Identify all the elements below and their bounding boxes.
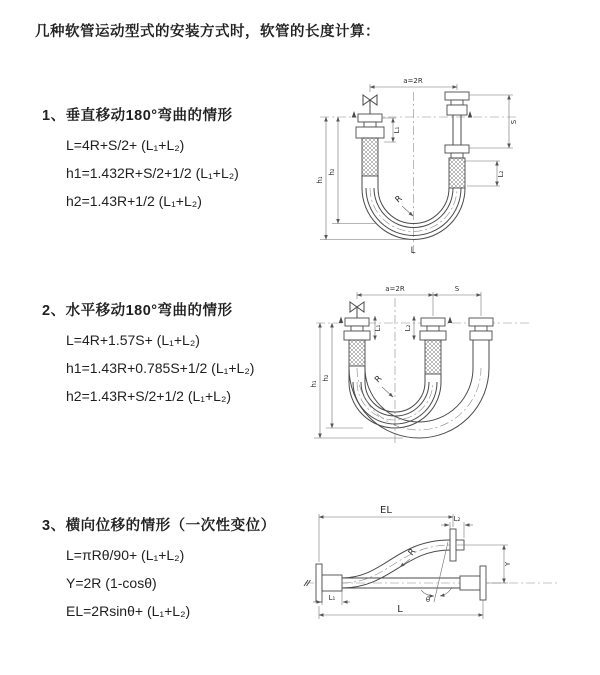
right-flange — [480, 566, 486, 600]
upper-flange — [450, 529, 456, 561]
section-1-heading: 1、垂直移动180°弯曲的情形 — [42, 108, 233, 124]
valve-icon — [363, 95, 377, 114]
formula-line: h2=1.43R+S/2+1/2 (L₁+L₂) — [66, 388, 232, 404]
formula-line: L=4R+S/2+ (L₁+L₂) — [66, 137, 185, 153]
braided-hose — [449, 158, 465, 188]
left-fitting — [356, 114, 384, 188]
dim-l1-label: L₁ — [374, 324, 382, 332]
formula-line: Y=2R (1-cosθ) — [66, 575, 157, 591]
angle-label: θ — [425, 596, 431, 604]
formula-line: h2=1.43R+1/2 (L₁+L₂) — [66, 193, 202, 209]
braided-hose — [362, 138, 378, 176]
direction-arrow-icon — [339, 317, 343, 324]
dim-h2-label: h₂ — [322, 374, 330, 382]
dim-length-label: L — [397, 604, 403, 615]
diagram-horizontal-180-bend — [308, 278, 538, 463]
dim-l1-label: L₁ — [328, 594, 336, 602]
dim-span-label: a=2R — [403, 77, 423, 85]
hose-displaced-position — [342, 529, 464, 588]
right-fitting-lower-position — [445, 145, 469, 188]
section-3 — [42, 514, 276, 625]
formula-line: h1=1.43R+0.785S+1/2 (L₁+L₂) — [66, 360, 255, 376]
diagram-lateral-displacement — [300, 498, 565, 628]
dim-h1-label: h₁ — [310, 380, 318, 388]
radius-label: R — [393, 193, 405, 206]
dim-length-label: L — [410, 246, 416, 256]
radius-label: R — [373, 373, 385, 386]
dim-span-label: a=2R — [385, 285, 405, 293]
braided-hose — [349, 340, 365, 366]
formula-line: L=4R+1.57S+ (L₁+L₂) — [66, 332, 200, 348]
section-3-heading: 3、横向位移的情形（一次性变位） — [42, 518, 276, 534]
diagram-vertical-180-bend — [312, 70, 532, 260]
dim-y-label: Y — [504, 561, 512, 567]
dim-l2-label: L₂ — [404, 324, 412, 332]
direction-arrow-icon — [468, 111, 472, 118]
section-2-heading: 2、水平移动180°弯曲的情形 — [42, 303, 233, 319]
radius-label: R — [406, 546, 419, 558]
right-fitting — [469, 318, 493, 368]
dim-l1-label: L₁ — [393, 126, 401, 134]
page-title: 几种软管运动型式的安装方式时，软管的长度计算： — [35, 24, 380, 40]
direction-arrow-icon — [448, 317, 452, 324]
valve-icon — [350, 302, 364, 318]
section-1 — [42, 104, 239, 215]
dim-stroke-label: S — [454, 285, 460, 293]
direction-arrow-icon — [352, 111, 356, 118]
middle-fitting — [420, 318, 446, 382]
dim-h1-label: h₁ — [316, 176, 324, 184]
dim-h2-label: h₂ — [328, 168, 336, 176]
section-2 — [42, 299, 254, 410]
braided-hose — [425, 340, 441, 374]
dim-stroke-label: S — [510, 119, 518, 125]
right-fitting-upper-position — [445, 92, 469, 145]
hose-u-bend-position-2 — [349, 368, 489, 438]
formula-line: EL=2Rsinθ+ (L₁+L₂) — [66, 603, 191, 619]
dim-l2-label: L₂ — [497, 170, 505, 178]
dim-l2-label: L₂ — [453, 515, 461, 523]
formula-line: h1=1.432R+S/2+1/2 (L₁+L₂) — [66, 165, 239, 181]
dim-el-label: EL — [380, 505, 392, 516]
formula-line: L=πRθ/90+ (L₁+L₂) — [66, 547, 185, 563]
